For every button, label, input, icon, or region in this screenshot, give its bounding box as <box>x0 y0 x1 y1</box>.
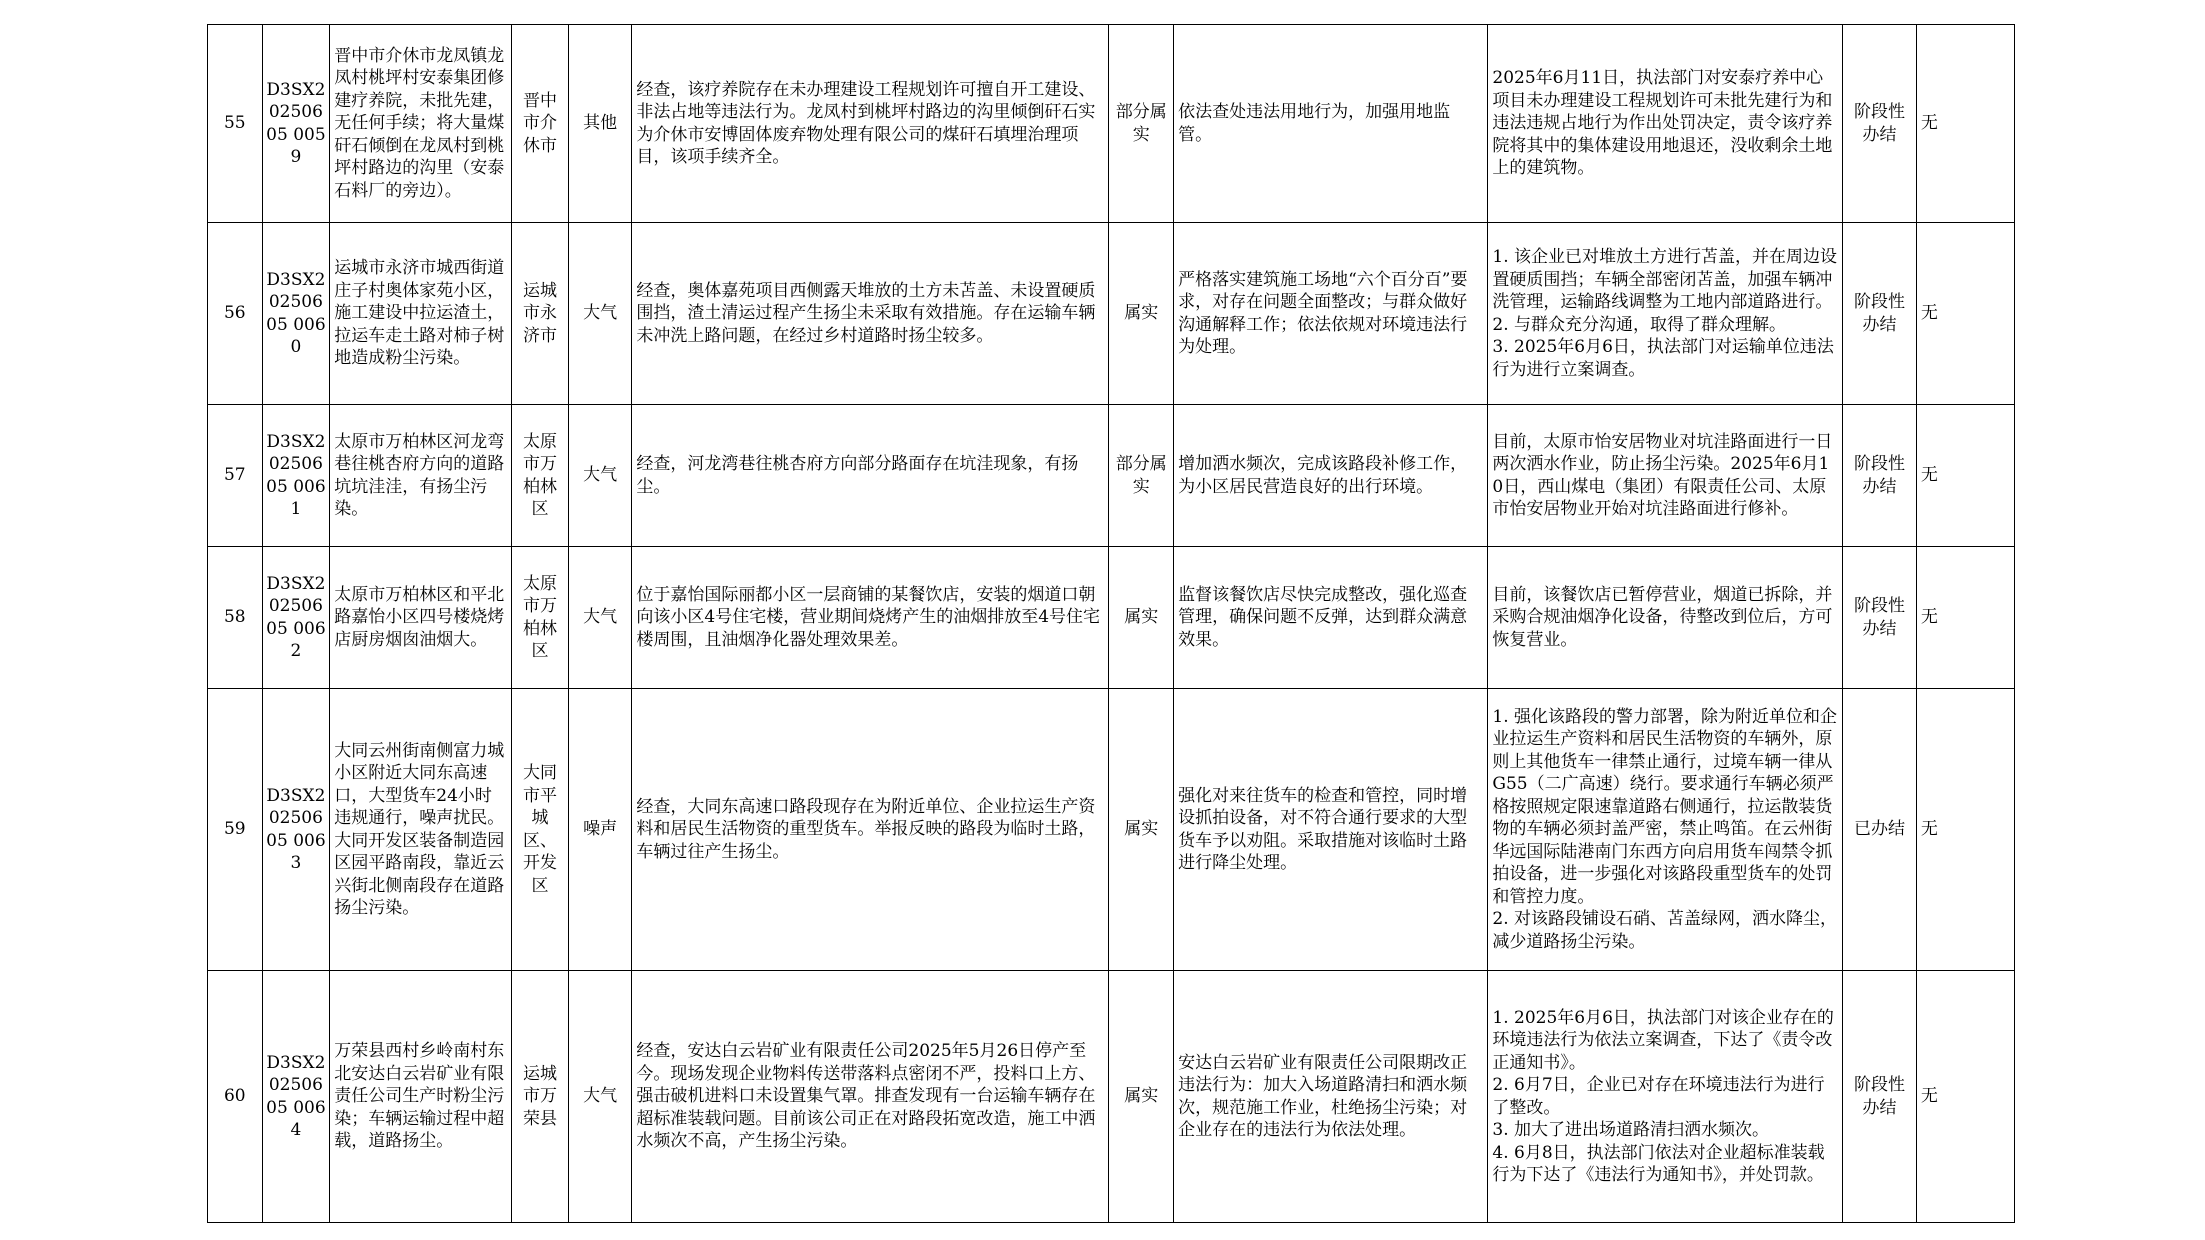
verification-verdict: 属实 <box>1109 547 1174 689</box>
handling-status: 阶段性办结 <box>1843 971 1917 1223</box>
verification-verdict: 属实 <box>1109 223 1174 405</box>
case-code: D3SX20250605 0059 <box>262 25 330 223</box>
complaint-content: 太原市万柏林区河龙弯巷往桃杏府方向的道路坑坑洼洼，有扬尘污染。 <box>330 405 512 547</box>
pollution-type: 噪声 <box>568 689 632 971</box>
handling-result: 2025年6月11日，执法部门对安泰疗养中心项目未办理建设工程规划许可未批先建行为和违法违规占地行为作出处罚决定，责令该疗养院将其中的集体建设用地退还，没收剩余土地上的建筑物。 <box>1488 25 1843 223</box>
handling-status: 已办结 <box>1843 689 1917 971</box>
complaint-table <box>207 24 2015 1223</box>
rectification-measure: 严格落实建筑施工场地“六个百分百”要求，对存在问题全面整改；与群众做好沟通解释工作；依法依规对环境违法行为处理。 <box>1174 223 1488 405</box>
handling-result: 1. 该企业已对堆放土方进行苫盖，并在周边设置硬质围挡；车辆全部密闭苫盖，加强车辆冲洗管理，运输路线调整为工地内部道路进行。 2. 与群众充分沟通，取得了群众理解。 3. 2025年6月6日，执法部门对运输单位违法行为进行立案调查。 <box>1488 223 1843 405</box>
row-number: 60 <box>208 971 263 1223</box>
pollution-type: 大气 <box>568 547 632 689</box>
table-row <box>208 971 2015 1223</box>
administrative-region: 运城市万荣县 <box>512 971 569 1223</box>
verification-verdict: 属实 <box>1109 689 1174 971</box>
table-row <box>208 405 2015 547</box>
pollution-type: 大气 <box>568 405 632 547</box>
handling-result: 目前，太原市怡安居物业对坑洼路面进行一日两次洒水作业，防止扬尘污染。2025年6月10日，西山煤电（集团）有限责任公司、太原市怡安居物业开始对坑洼路面进行修补。 <box>1488 405 1843 547</box>
row-number: 55 <box>208 25 263 223</box>
row-number: 59 <box>208 689 263 971</box>
rectification-measure: 监督该餐饮店尽快完成整改，强化巡查管理，确保问题不反弹，达到群众满意效果。 <box>1174 547 1488 689</box>
row-number: 58 <box>208 547 263 689</box>
handling-status: 阶段性办结 <box>1843 547 1917 689</box>
handling-result: 1. 强化该路段的警力部署，除为附近单位和企业拉运生产资料和居民生活物资的车辆外，原则上其他货车一律禁止通行，过境车辆一律从G55（二广高速）绕行。要求通行车辆必须严格按照规定限速靠道路右侧通行，拉运散装货物的车辆必须封盖严密，禁止鸣笛。在云州街华远国际陆港南门东西方向启用货车闯禁令抓拍设备，进一步强化对该路段重型货车的处罚和管控力度。 2. 对该路段铺设石硝、苫盖绿网，洒水降尘，减少道路扬尘污染。 <box>1488 689 1843 971</box>
table-row <box>208 223 2015 405</box>
table-row <box>208 547 2015 689</box>
accountability: 无 <box>1916 405 2014 547</box>
rectification-measure: 增加洒水频次，完成该路段补修工作，为小区居民营造良好的出行环境。 <box>1174 405 1488 547</box>
case-code: D3SX20250605 0064 <box>262 971 330 1223</box>
row-number: 57 <box>208 405 263 547</box>
row-number: 56 <box>208 223 263 405</box>
accountability: 无 <box>1916 25 2014 223</box>
rectification-measure: 依法查处违法用地行为，加强用地监管。 <box>1174 25 1488 223</box>
handling-status: 阶段性办结 <box>1843 25 1917 223</box>
administrative-region: 晋中市介休市 <box>512 25 569 223</box>
table-row <box>208 689 2015 971</box>
case-code: D3SX20250605 0060 <box>262 223 330 405</box>
administrative-region: 运城市永济市 <box>512 223 569 405</box>
verification-verdict: 部分属实 <box>1109 405 1174 547</box>
accountability: 无 <box>1916 971 2014 1223</box>
handling-result: 目前，该餐饮店已暂停营业，烟道已拆除，并采购合规油烟净化设备，待整改到位后，方可恢复营业。 <box>1488 547 1843 689</box>
rectification-measure: 强化对来往货车的检查和管控，同时增设抓拍设备，对不符合通行要求的大型货车予以劝阻。采取措施对该临时土路进行降尘处理。 <box>1174 689 1488 971</box>
case-code: D3SX20250605 0063 <box>262 689 330 971</box>
handling-result: 1. 2025年6月6日，执法部门对该企业存在的环境违法行为依法立案调查，下达了《责令改正通知书》。 2. 6月7日，企业已对存在环境违法行为进行了整改。 3. 加大了进出场道路清扫洒水频次。 4. 6月8日，执法部门依法对企业超标准装载行为下达了《违法行为通知书》，并处罚款。 <box>1488 971 1843 1223</box>
complaint-content: 晋中市介休市龙凤镇龙凤村桃坪村安泰集团修建疗养院，未批先建，无任何手续；将大量煤矸石倾倒在龙凤村到桃坪村路边的沟里（安泰石料厂的旁边）。 <box>330 25 512 223</box>
verification-verdict: 部分属实 <box>1109 25 1174 223</box>
investigation-finding: 位于嘉怡国际丽都小区一层商铺的某餐饮店，安装的烟道口朝向该小区4号住宅楼，营业期间烧烤产生的油烟排放至4号住宅楼周围，且油烟净化器处理效果差。 <box>632 547 1109 689</box>
complaint-content: 太原市万柏林区和平北路嘉怡小区四号楼烧烤店厨房烟囱油烟大。 <box>330 547 512 689</box>
investigation-finding: 经查，安达白云岩矿业有限责任公司2025年5月26日停产至今。现场发现企业物料传送带落料点密闭不严，投料口上方、强击破机进料口未设置集气罩。排查发现有一台运输车辆存在超标准装载问题。目前该公司正在对路段拓宽改造，施工中洒水频次不高，产生扬尘污染。 <box>632 971 1109 1223</box>
complaint-content: 大同云州街南侧富力城小区附近大同东高速口，大型货车24小时违规通行，噪声扰民。大同开发区装备制造园区园平路南段，靠近云兴街北侧南段存在道路扬尘污染。 <box>330 689 512 971</box>
complaint-content: 万荣县西村乡岭南村东北安达白云岩矿业有限责任公司生产时粉尘污染；车辆运输过程中超载，道路扬尘。 <box>330 971 512 1223</box>
administrative-region: 大同市平城区、开发区 <box>512 689 569 971</box>
investigation-finding: 经查，该疗养院存在未办理建设工程规划许可擅自开工建设、非法占地等违法行为。龙凤村到桃坪村路边的沟里倾倒矸石实为介休市安博固体废弃物处理有限公司的煤矸石填埋治理项目，该项手续齐全。 <box>632 25 1109 223</box>
accountability: 无 <box>1916 547 2014 689</box>
case-code: D3SX20250605 0061 <box>262 405 330 547</box>
accountability: 无 <box>1916 689 2014 971</box>
investigation-finding: 经查，奥体嘉苑项目西侧露天堆放的土方未苫盖、未设置硬质围挡，渣土清运过程产生扬尘未采取有效措施。存在运输车辆未冲洗上路问题，在经过乡村道路时扬尘较多。 <box>632 223 1109 405</box>
investigation-finding: 经查，大同东高速口路段现存在为附近单位、企业拉运生产资料和居民生活物资的重型货车。举报反映的路段为临时土路，车辆过往产生扬尘。 <box>632 689 1109 971</box>
administrative-region: 太原市万柏林区 <box>512 547 569 689</box>
administrative-region: 太原市万柏林区 <box>512 405 569 547</box>
accountability: 无 <box>1916 223 2014 405</box>
complaint-content: 运城市永济市城西街道庄子村奥体家苑小区，施工建设中拉运渣土，拉运车走土路对柿子树地造成粉尘污染。 <box>330 223 512 405</box>
table-row <box>208 25 2015 223</box>
rectification-measure: 安达白云岩矿业有限责任公司限期改正违法行为：加大入场道路清扫和洒水频次，规范施工作业，杜绝扬尘污染；对企业存在的违法行为依法处理。 <box>1174 971 1488 1223</box>
pollution-type: 大气 <box>568 971 632 1223</box>
investigation-finding: 经查，河龙湾巷往桃杏府方向部分路面存在坑洼现象，有扬尘。 <box>632 405 1109 547</box>
pollution-type: 大气 <box>568 223 632 405</box>
pollution-type: 其他 <box>568 25 632 223</box>
case-code: D3SX20250605 0062 <box>262 547 330 689</box>
handling-status: 阶段性办结 <box>1843 223 1917 405</box>
verification-verdict: 属实 <box>1109 971 1174 1223</box>
handling-status: 阶段性办结 <box>1843 405 1917 547</box>
